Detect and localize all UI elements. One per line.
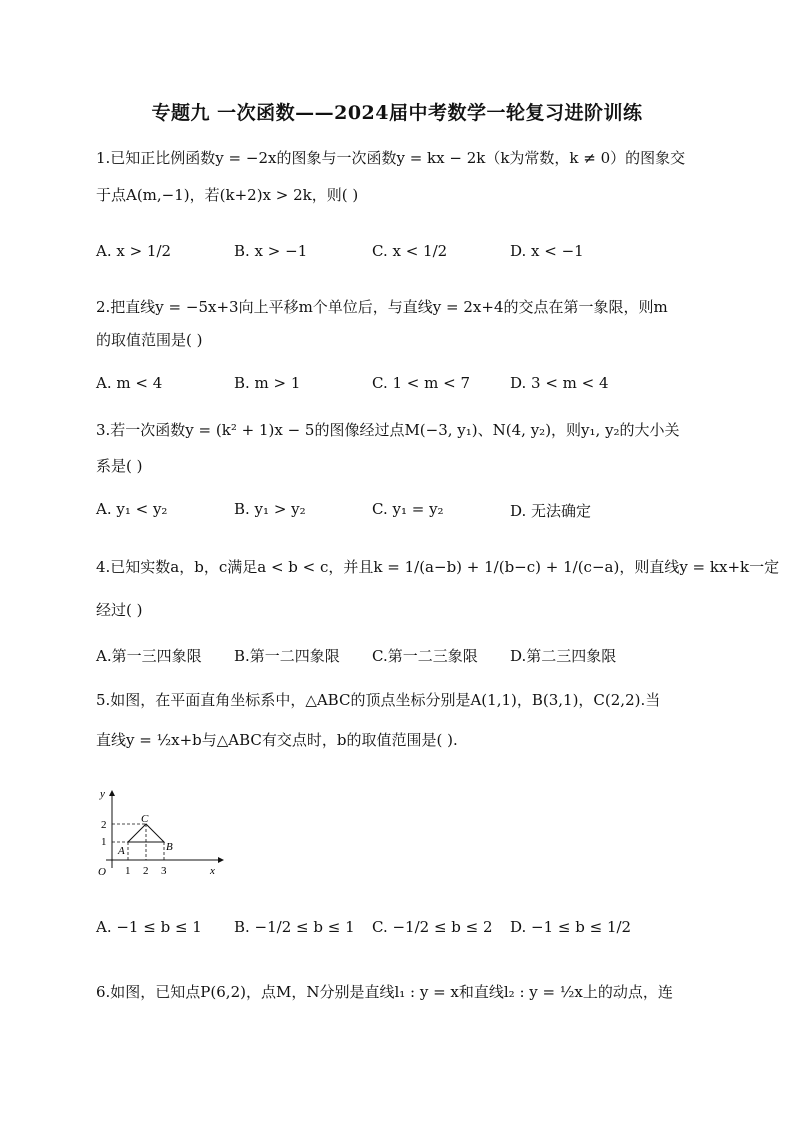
question-2-option-a[interactable]: A. m < 4: [96, 374, 163, 392]
question-5-option-c[interactable]: C. −1/2 ≤ b ≤ 2: [372, 918, 493, 936]
question-1-line-1: 1.已知正比例函数y = −2x的图象与一次函数y = kx − 2k（k为常数，k ≠ 0）的图象交: [96, 149, 686, 167]
question-4-line-2: 经过( ): [96, 601, 143, 619]
question-5-line-2: 直线y = ½x+b与△ABC有交点时，b的取值范围是( ).: [96, 731, 458, 749]
point-b-label: B: [166, 841, 173, 853]
question-1-line-2: 于点A(m,−1)，若(k+2)x > 2k，则( ): [96, 186, 359, 204]
question-3-line-2: 系是( ): [96, 457, 143, 475]
question-1-option-d[interactable]: D. x < −1: [510, 242, 584, 260]
question-1-option-a[interactable]: A. x > 1/2: [96, 242, 172, 260]
question-4-option-d[interactable]: D.第二三四象限: [510, 647, 617, 665]
question-2-option-c[interactable]: C. 1 < m < 7: [372, 374, 470, 392]
x-tick-1: 1: [125, 865, 131, 877]
question-6-line-1: 6.如图，已知点P(6,2)，点M，N分别是直线l₁ : y = x和直线l₂ : y = ½x上的动点，连: [96, 983, 673, 1001]
question-3-option-a[interactable]: A. y₁ < y₂: [96, 500, 168, 518]
question-3-option-d[interactable]: D. 无法确定: [510, 502, 592, 520]
question-4-option-b[interactable]: B.第一二四象限: [234, 647, 340, 665]
question-3-line-1: 3.若一次函数y = (k² + 1)x − 5的图像经过点M(−3, y₁)、N(4, y₂)，则y₁, y₂的大小关: [96, 421, 680, 439]
triangle-coordinate-figure: [90, 782, 230, 882]
y-tick-1: 1: [101, 836, 107, 848]
point-a-label: A: [118, 845, 125, 857]
question-5-option-b[interactable]: B. −1/2 ≤ b ≤ 1: [234, 918, 355, 936]
question-2-line-2: 的取值范围是( ): [96, 331, 203, 349]
question-3-option-b[interactable]: B. y₁ > y₂: [234, 500, 306, 518]
question-1-option-c[interactable]: C. x < 1/2: [372, 242, 448, 260]
question-2-line-1: 2.把直线y = −5x+3向上平移m个单位后，与直线y = 2x+4的交点在第一象限，则m: [96, 298, 668, 316]
question-5-option-a[interactable]: A. −1 ≤ b ≤ 1: [96, 918, 202, 936]
y-tick-2: 2: [101, 819, 107, 831]
x-tick-3: 3: [161, 865, 167, 877]
x-axis-label: x: [210, 865, 215, 877]
y-axis-arrow: [109, 790, 115, 796]
question-3-option-c[interactable]: C. y₁ = y₂: [372, 500, 444, 518]
document-title: 专题九 一次函数——2024届中考数学一轮复习进阶训练: [151, 102, 643, 124]
x-tick-2: 2: [143, 865, 149, 877]
question-5-line-1: 5.如图，在平面直角坐标系中，△ABC的顶点坐标分别是A(1,1)，B(3,1)，C(2,2).当: [96, 691, 661, 709]
question-5-option-d[interactable]: D. −1 ≤ b ≤ 1/2: [510, 918, 632, 936]
question-4-option-c[interactable]: C.第一二三象限: [372, 647, 478, 665]
x-axis-arrow: [218, 857, 224, 863]
question-4-option-a[interactable]: A.第一三四象限: [96, 647, 202, 665]
origin-label: O: [98, 866, 106, 878]
point-c-label: C: [141, 813, 149, 825]
y-axis-label: y: [100, 788, 105, 800]
question-1-option-b[interactable]: B. x > −1: [234, 242, 308, 260]
question-2-option-b[interactable]: B. m > 1: [234, 374, 301, 392]
question-4-line-1: 4.已知实数a，b，c满足a < b < c，并且k = 1/(a−b) + 1/(b−c) + 1/(c−a)，则直线y = kx+k一定: [96, 558, 780, 576]
question-2-option-d[interactable]: D. 3 < m < 4: [510, 374, 609, 392]
